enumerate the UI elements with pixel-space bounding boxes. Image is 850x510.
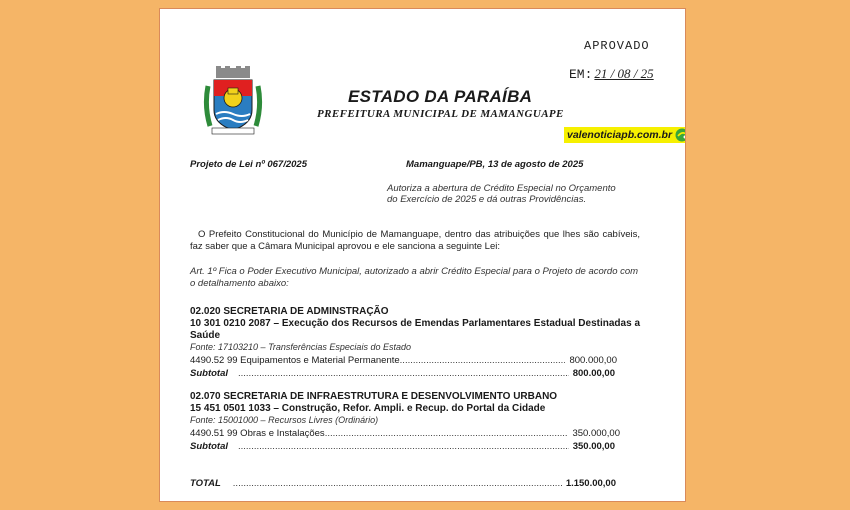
stamp-em-label: EM:	[569, 67, 593, 82]
prefecture-subtitle: PREFEITURA MUNICIPAL DE MAMANGUAPE	[317, 108, 564, 120]
leader-dots	[325, 428, 569, 440]
budget-section	[190, 391, 640, 426]
stamp-handwritten-date: 21 / 08 / 25	[594, 66, 654, 81]
item-value: 350.000,00	[572, 428, 620, 439]
site-watermark	[564, 127, 686, 143]
leader-dots	[400, 355, 566, 367]
leader-dots	[238, 441, 569, 453]
program-line: 10 301 0210 2087 – Execução dos Recursos de Emendas Parlamentares Estadual Destinadas a Saúde	[190, 318, 640, 341]
section-title: 02.020 SECRETARIA DE ADMINSTRAÇÃO	[190, 306, 389, 317]
item-label: 4490.52 99 Equipamentos e Material Permanente	[190, 355, 400, 366]
budget-item-row	[190, 355, 617, 367]
subtotal-row	[190, 441, 615, 453]
approval-date-stamp	[569, 66, 654, 82]
source-line: Fonte: 17103210 – Transferências Especiais do Estado	[190, 342, 411, 352]
news-logo-icon	[675, 128, 686, 142]
state-title: ESTADO DA PARAÍBA	[348, 87, 533, 106]
subtotal-value: 800.00,00	[572, 368, 615, 379]
document-page	[159, 8, 686, 502]
project-number: Projeto de Lei nº 067/2025	[190, 159, 307, 170]
article-1: Art. 1º Fica o Poder Executivo Municipal, autorizado a abrir Crédito Especial para o Projeto de acordo com o detalhamento abaixo:	[190, 266, 639, 289]
section-title: 02.070 SECRETARIA DE INFRAESTRUTURA E DESENVOLVIMENTO URBANO	[190, 391, 558, 402]
ementa: Autoriza a abertura de Crédito Especial no Orçamento do Exercício de 2025 e dá outras Providências.	[387, 183, 616, 205]
date-line: Mamanguape/PB, 13 de agosto de 2025	[406, 159, 584, 170]
approval-stamp: APROVADO	[584, 39, 650, 53]
budget-item-row	[190, 428, 620, 440]
subtotal-label: Subtotal	[190, 441, 228, 452]
subtotal-label: Subtotal	[190, 368, 228, 379]
total-value: 1.150.00,00	[565, 478, 616, 489]
total-label: TOTAL	[190, 478, 221, 489]
preamble: O Prefeito Constitucional do Município de Mamanguape, dentro das atribuições que lhes são cabíveis, faz saber que a Câmara Municipal aprovou e ele sanciona a seguinte Lei:	[190, 229, 640, 252]
leader-dots	[233, 478, 562, 490]
watermark-text: valenoticiapb.com.br	[567, 129, 673, 141]
leader-dots	[238, 368, 569, 380]
municipal-coat-of-arms-icon	[202, 66, 264, 136]
item-value: 800.000,00	[569, 355, 617, 366]
subtotal-row	[190, 368, 615, 380]
budget-section	[190, 306, 640, 353]
total-row	[190, 478, 616, 490]
source-line: Fonte: 15001000 – Recursos Livres (Ordinário)	[190, 415, 379, 425]
program-line: 15 451 0501 1033 – Construção, Refor. Ampli. e Recup. do Portal da Cidade	[190, 403, 546, 414]
subtotal-value: 350.00,00	[572, 441, 615, 452]
item-label: 4490.51 99 Obras e Instalações	[190, 428, 325, 439]
